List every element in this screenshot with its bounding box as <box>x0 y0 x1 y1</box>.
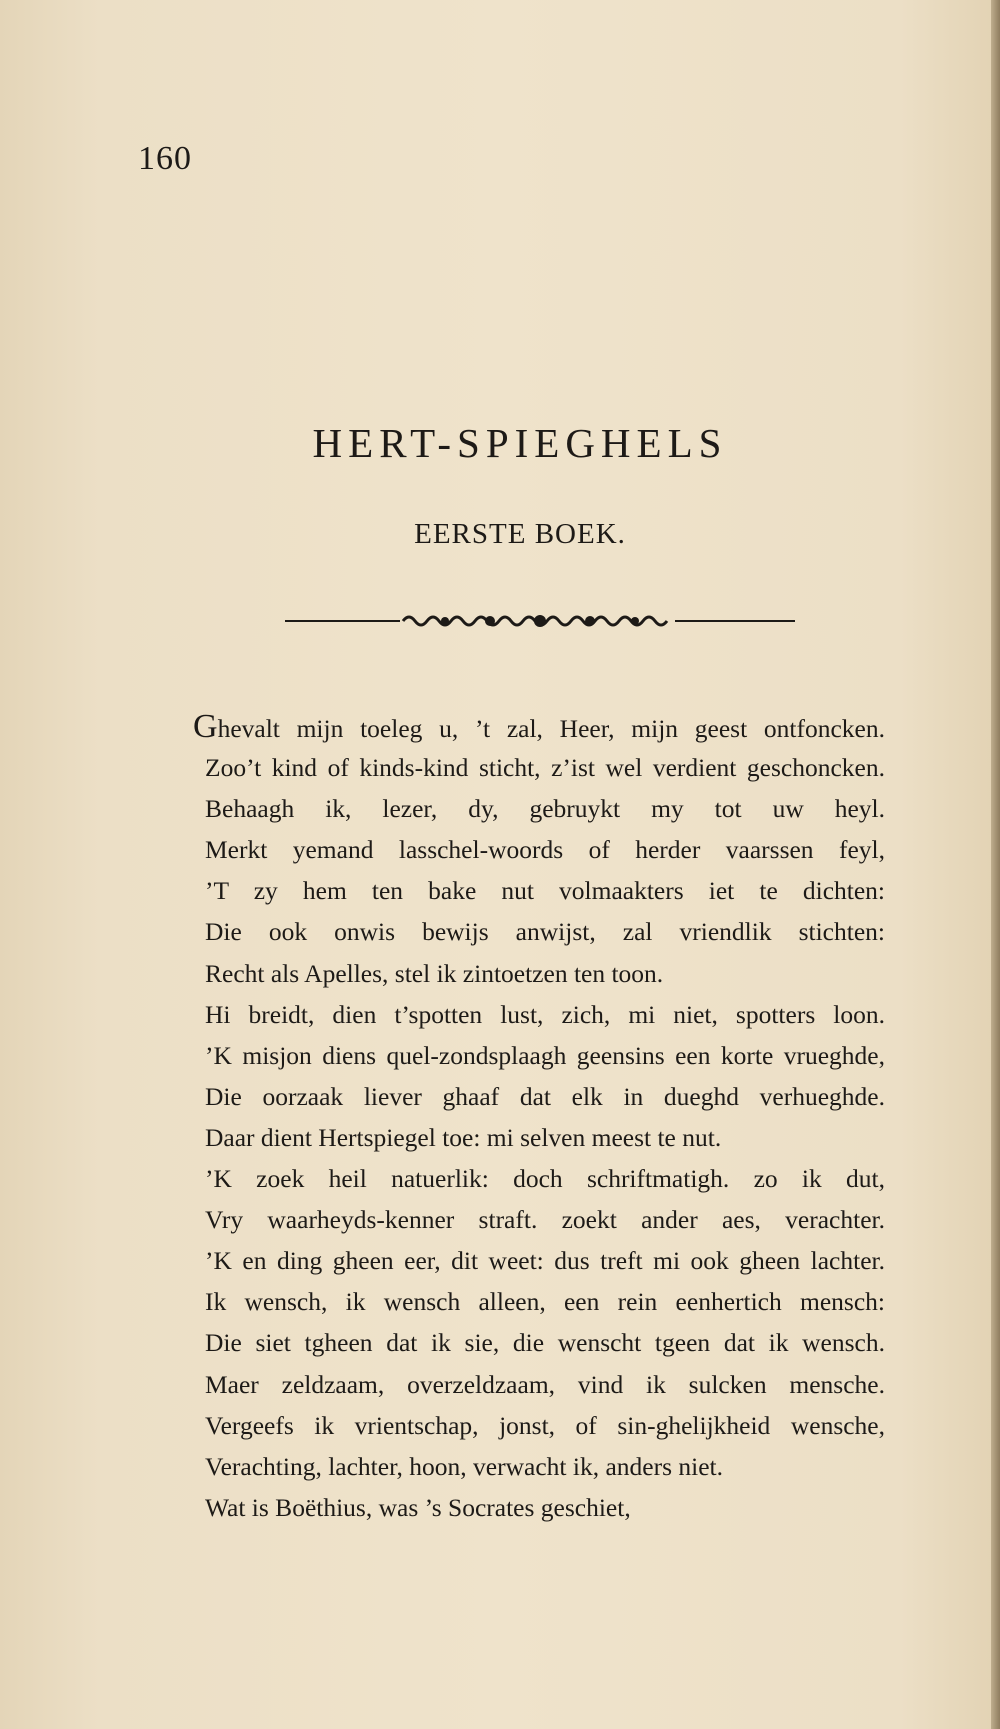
poem-line: Die ook onwis bewijs anwijst, zal vriendlik stichten: <box>205 917 885 947</box>
poem-line: Wat is Boëthius, was ’s Socrates geschiet, <box>205 1492 631 1522</box>
poem-line: Vergeefs ik vrientschap, jonst, of sin-ghelijkheid wensche, <box>205 1410 885 1440</box>
ornament-divider <box>285 611 795 631</box>
poem-line: ’K zoek heil natuerlik: doch schriftmatigh. zo ik dut, <box>205 1164 885 1194</box>
poem-line: Merkt yemand lasschel-woords of herder vaarssen feyl, <box>205 835 885 865</box>
poem-line: Die siet tgheen dat ik sie, die wenscht tgeen dat ik wensch. <box>205 1328 885 1358</box>
poem-line: Die oorzaak liever ghaaf dat elk in dueghd verhueghde. <box>205 1081 885 1111</box>
poem-line: Vry waarheyds-kenner straft. zoekt ander aes, verachter. <box>205 1205 885 1235</box>
poem-body <box>193 706 885 1528</box>
poem-line: Zoo’t kind of kinds-kind sticht, z’ist wel verdient geschoncken. <box>205 753 885 783</box>
initial-letter: G <box>193 708 218 745</box>
poem-line: Maer zeldzaam, overzeldzaam, vind ik sulcken mensche. <box>205 1369 885 1399</box>
poem-line <box>193 706 885 747</box>
poem-line: ’K en ding gheen eer, dit weet: dus treft mi ook gheen lachter. <box>205 1246 885 1276</box>
book-subtitle: EERSTE BOEK. <box>414 518 626 550</box>
poem-line: Daar dient Hertspiegel toe: mi selven meest te nut. <box>205 1122 722 1152</box>
page-title: HERT-SPIEGHELS <box>312 420 728 466</box>
page-edge <box>991 0 1000 1729</box>
poem-line: Verachting, lachter, hoon, verwacht ik, anders niet. <box>205 1451 723 1481</box>
poem-line: ’K misjon diens quel-zondsplaagh geensins een korte vrueghde, <box>205 1040 885 1070</box>
poem-line: ’T zy hem ten bake nut volmaakters iet te dichten: <box>205 876 885 906</box>
first-line-text: hevalt mijn toeleg u, ’t zal, Heer, mijn geest ontfoncken. <box>217 714 885 743</box>
poem-line: Ik wensch, ik wensch alleen, een rein eenhertich mensch: <box>205 1287 885 1317</box>
page-number: 160 <box>138 140 192 177</box>
poem-line: Recht als Apelles, stel ik zintoetzen ten toon. <box>205 958 664 988</box>
poem-line: Hi breidt, dien t’spotten lust, zich, mi niet, spotters loon. <box>205 999 885 1029</box>
poem-line: Behaagh ik, lezer, dy, gebruykt my tot uw heyl. <box>205 794 885 824</box>
